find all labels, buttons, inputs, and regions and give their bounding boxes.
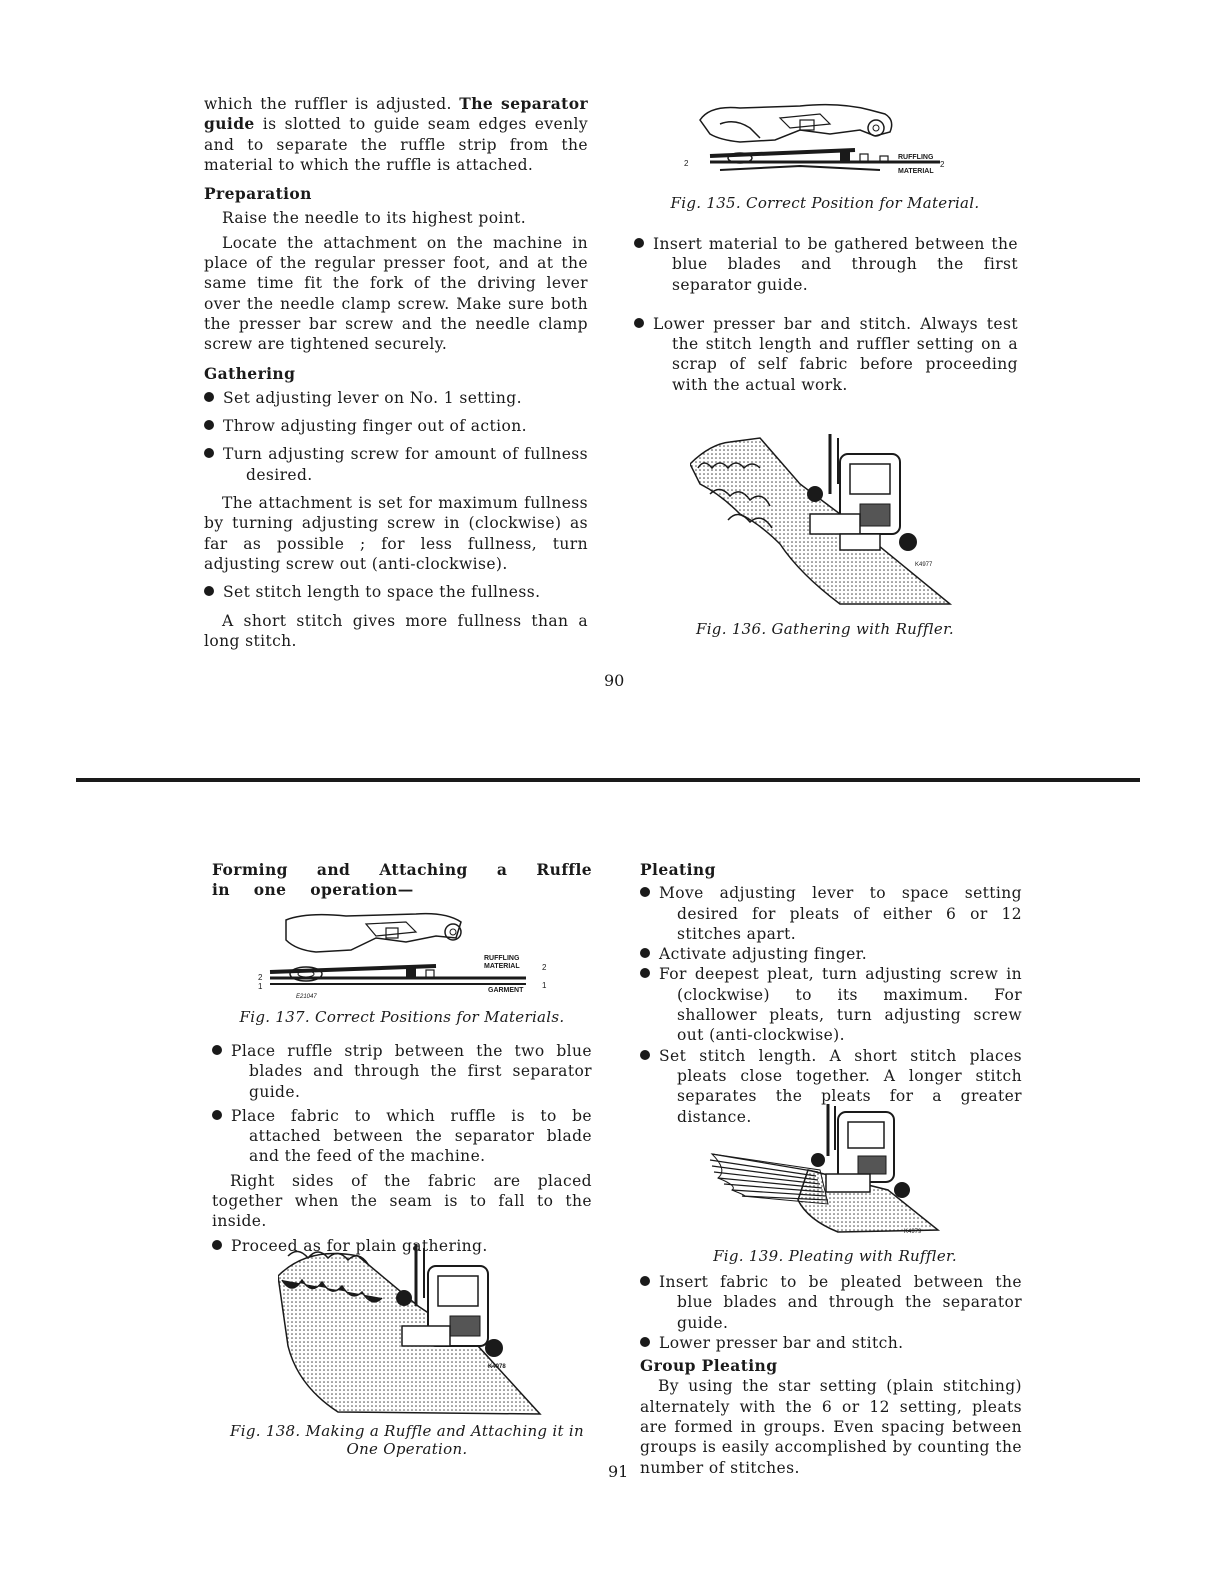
bullet-icon: [640, 1050, 650, 1060]
fig-136-caption: Fig. 136. Gathering with Ruffler.: [695, 620, 954, 638]
fig-137-diagram: [256, 910, 556, 1000]
gathering-heading: Gathering: [204, 363, 296, 383]
fig-136-illustration: [690, 424, 960, 614]
bullet-icon: [640, 948, 650, 958]
bullet-icon: [634, 238, 644, 248]
pleating-bullet-1: Move adjusting lever to space setting desired for pleats of either 6 or 12 stitches apart.: [640, 883, 1022, 944]
bullet-icon: [640, 1276, 650, 1286]
fig-138-illustration: [278, 1236, 548, 1418]
fig-137-caption: Fig. 137. Correct Positions for Materials.: [239, 1008, 565, 1026]
gathering-para-2: A short stitch gives more fullness than a long stitch.: [204, 611, 588, 650]
gathering-bullet-2: Throw adjusting finger out of action.: [204, 416, 588, 436]
fig-136-code: K4977: [915, 562, 933, 568]
fig-139-illustration: [708, 1100, 948, 1240]
p91-left-bullet-3: Proceed as for plain gathering.: [212, 1236, 592, 1256]
fig-137-num-2-right: 2: [542, 963, 547, 972]
fig-135-num-left: 2: [684, 159, 689, 168]
fig-138-caption: Fig. 138. Making a Ruffle and Attaching it in One Operation.: [230, 1422, 584, 1458]
fig-135-material-label: MATERIAL: [898, 168, 934, 175]
bullet-icon: [640, 968, 650, 978]
fig-137-num-1: 1: [258, 982, 263, 991]
bullet-icon: [212, 1110, 222, 1120]
p90-left-column: [204, 94, 588, 651]
prep-para-1: Raise the needle to its highest point.: [222, 209, 527, 228]
bullet-icon: [640, 887, 650, 897]
p90-right-bullet-1: Insert material to be gathered between the blue blades and through the first separator guide.: [634, 234, 1018, 295]
p91-right-column-top: [640, 860, 1022, 1127]
p90-intro: which the ruffler is adjusted. The separator guide is slotted to guide seam edges evenly and to separate the ruffle strip from the material to which the ruffle is attached.: [204, 94, 589, 174]
bullet-icon: [204, 448, 214, 458]
p91-right-column-bottom: [640, 1272, 1022, 1478]
fig-139-caption: Fig. 139. Pleating with Ruffler.: [713, 1247, 957, 1265]
fig-135-diagram: [680, 100, 950, 182]
bullet-icon: [634, 318, 644, 328]
fig-135-num-right: 2: [940, 160, 945, 169]
pleating-heading: Pleating: [640, 860, 716, 879]
preparation-heading: Preparation: [204, 184, 312, 204]
pleating-bullet-2: Activate adjusting finger.: [640, 944, 1022, 964]
fig-139-code: K4979: [904, 1229, 922, 1235]
forming-attaching-heading: Forming and Attaching a Ruffle in one operation—: [212, 860, 592, 900]
bullet-icon: [204, 392, 214, 402]
bullet-icon: [212, 1240, 222, 1250]
group-pleating-heading: Group Pleating: [640, 1356, 778, 1376]
pleating-bullet-6: Lower presser bar and stitch.: [640, 1333, 1022, 1353]
fig-138-code: K4978: [488, 1364, 506, 1370]
gathering-bullet-3: Turn adjusting screw for amount of fullness desired.: [204, 444, 588, 485]
p91-left-heading-block: [212, 860, 592, 901]
gathering-para-1: The attachment is set for maximum fullness by turning adjusting screw in (clockwise) as far as possible ; for less fullness, turn adjusting screw out (anti-clockwise).: [204, 494, 588, 573]
page-separator-rule: [76, 778, 1140, 782]
pleating-bullet-3: For deepest pleat, turn adjusting screw in (clockwise) to its maximum. For shallower pleats, turn adjusting screw out (anti-clockwise).: [640, 964, 1022, 1045]
fig-137-material-label: MATERIAL: [484, 963, 520, 970]
gathering-bullet-1: Set adjusting lever on No. 1 setting.: [204, 388, 588, 408]
fig-137-ruffling-label: RUFFLING: [484, 955, 520, 962]
bullet-icon: [204, 586, 214, 596]
p91-left-bullet-1: Place ruffle strip between the two blue blades and through the first separator guide.: [212, 1041, 592, 1102]
p90-right-bullet-2: Lower presser bar and stitch. Always test the stitch length and ruffler setting on a scrap of self fabric before proceeding with the actual work.: [634, 314, 1018, 395]
pleating-bullet-5: Insert fabric to be pleated between the blue blades and through the separator guide.: [640, 1272, 1022, 1333]
gathering-bullet-4: Set stitch length to space the fullness.: [204, 582, 588, 602]
bullet-icon: [640, 1337, 650, 1347]
bullet-icon: [204, 420, 214, 430]
fig-137-code: E21047: [296, 994, 317, 1000]
fig-135-caption: Fig. 135. Correct Position for Material.: [670, 194, 980, 212]
p91-left-column: [212, 1041, 592, 1256]
page-number-90: 90: [604, 671, 625, 690]
fig-137-num-1-right: 1: [542, 981, 547, 990]
prep-para-2: Locate the attachment on the machine in place of the regular presser foot, and at the same time fit the fork of the driving lever over the needle clamp screw. Make sure both the presser bar screw and the needle clamp screw are tightened securely.: [204, 233, 588, 354]
p91-left-bullet-2: Place fabric to which ruffle is to be attached between the separator blade and the feed of the machine.: [212, 1106, 592, 1167]
fig-137-num-2: 2: [258, 973, 263, 982]
bullet-icon: [212, 1045, 222, 1055]
p91-left-para: Right sides of the fabric are placed together when the seam is to fall to the inside.: [212, 1171, 592, 1231]
group-pleating-para: By using the star setting (plain stitching) alternately with the 6 or 12 setting, pleats are formed in groups. Even spacing between groups is easily accomplished by counting the number of stitches.: [640, 1377, 1022, 1477]
p90-right-column: [634, 234, 1018, 395]
fig-135-ruffling-label: RUFFLING: [898, 154, 934, 161]
pleating-bullet-4: Set stitch length. A short stitch places pleats close together. A longer stitch separates the pleats for a greater distance.: [640, 1046, 1022, 1127]
fig-137-garment-label: GARMENT: [488, 987, 524, 994]
page-number-91: 91: [608, 1462, 629, 1481]
